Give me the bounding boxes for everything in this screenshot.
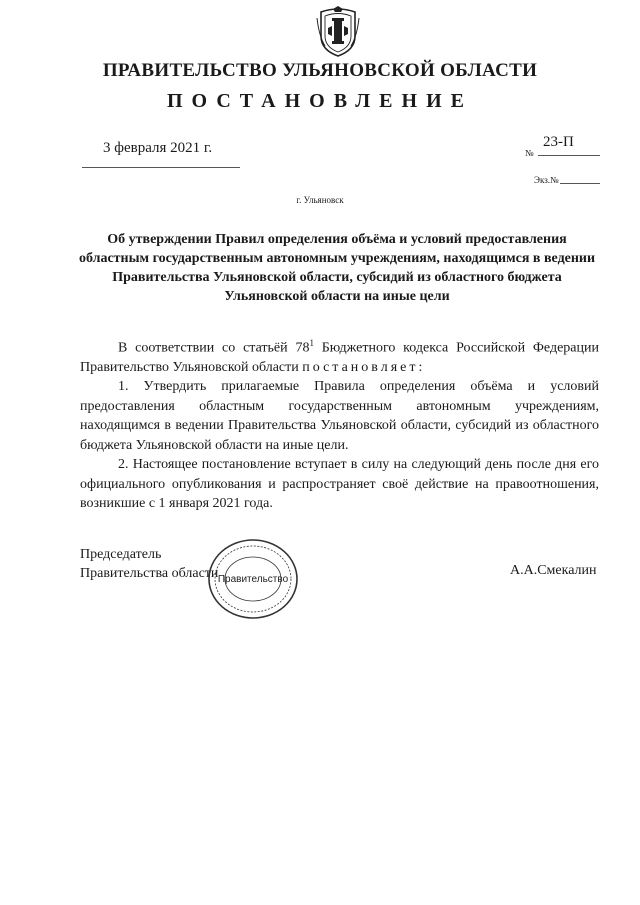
document-date: 3 февраля 2021 г. <box>103 140 213 156</box>
coat-of-arms-emblem <box>315 6 361 58</box>
organization-title: ПРАВИТЕЛЬСТВО УЛЬЯНОВСКОЙ ОБЛАСТИ <box>102 60 538 81</box>
number-underline <box>538 155 600 156</box>
body-paragraph-1-start: В соответствии со статьёй 78 <box>118 340 310 356</box>
article-superscript: 1 <box>309 338 314 348</box>
body-paragraph-1 <box>80 334 599 377</box>
document-title: Об утверждении Правил определения объёма и условий предоставления областным государственным автономным учреждениям, находящимся в ведении Правительства Ульяновской области, субсидий из областного бюджета Ульяновской области на иные цели <box>78 232 596 304</box>
stamp-center-text: Правительство <box>217 574 289 585</box>
document-type-heading: ПОСТАНОВЛЕНИЕ <box>167 90 473 112</box>
body-paragraph-2: 1. Утвердить прилагаемые Правила определения объёма и условий предоставления областным государственным автономным учреждениям, находящимся в ведении Правительства Ульяновской области, субсидий из областного бюджета Ульяновской области на иные цели. <box>80 379 599 453</box>
number-sign: № <box>525 148 534 158</box>
signatory-name: А.А.Смекалин <box>510 563 597 578</box>
official-seal-stamp <box>205 537 301 621</box>
copy-number-label: Экз.№ <box>534 175 559 185</box>
signatory-position <box>80 545 218 583</box>
signatory-position-line-2: Правительства области <box>80 566 219 581</box>
body-paragraph-1-middle: Бюджетного кодекса Российской Федерации Правительство Ульяновской области <box>80 340 599 376</box>
body-paragraph-3: 2. Настоящее постановление вступает в силу на следующий день после дня его официального опубликования и распространяет своё действие на правоотношения, возникшие с 1 января 2021 года. <box>80 457 599 511</box>
copy-number-underline <box>560 183 600 184</box>
date-underline <box>82 167 240 168</box>
document-body <box>80 334 599 513</box>
signatory-position-line-1: Председатель <box>80 547 162 562</box>
city-label: г. Ульяновск <box>296 195 344 205</box>
document-number: 23-П <box>543 134 574 150</box>
resolution-verb: постановляет: <box>302 360 426 376</box>
